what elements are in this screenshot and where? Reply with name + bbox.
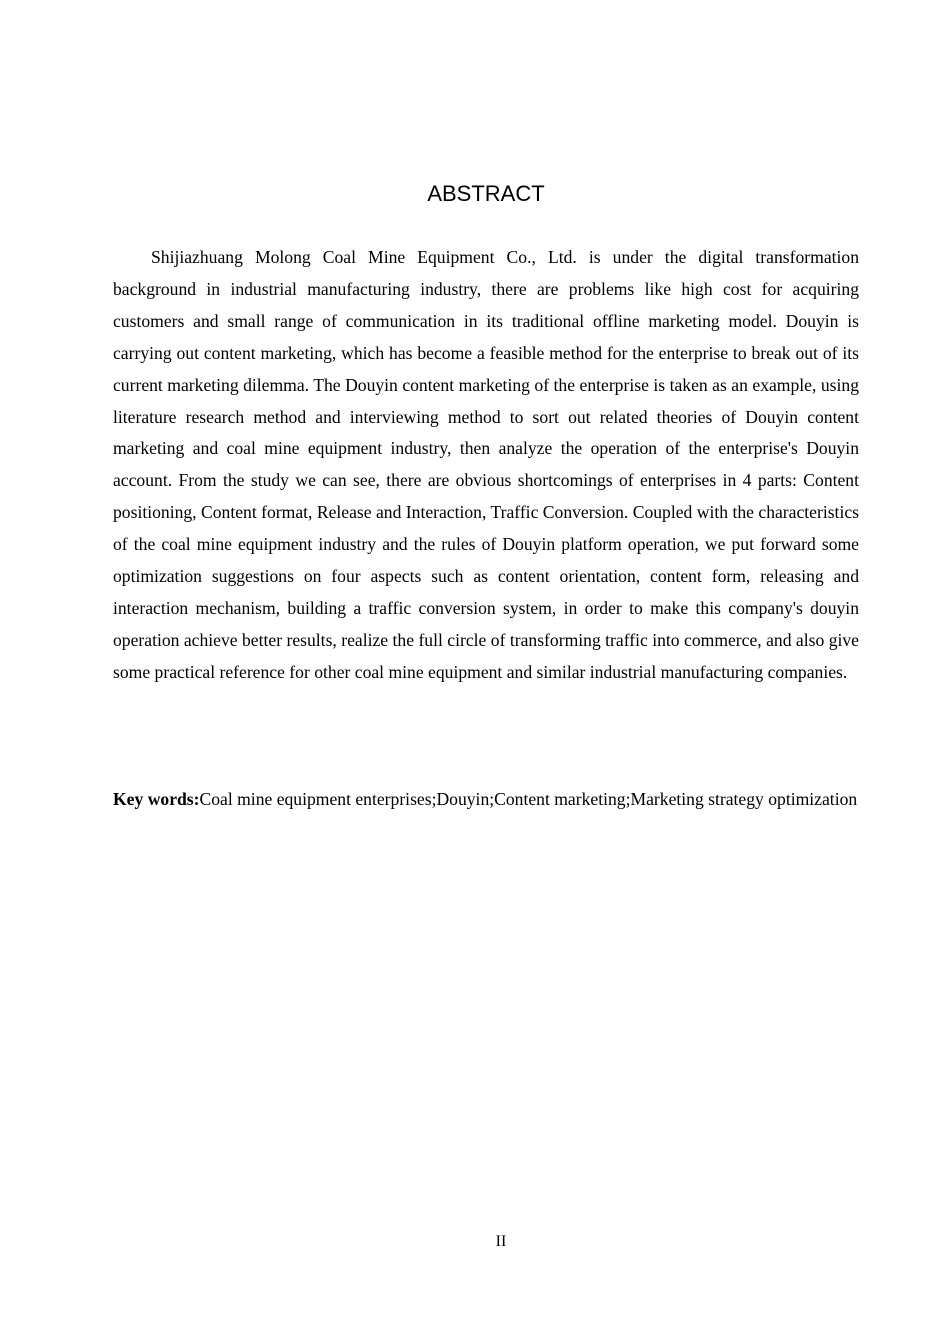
abstract-title: ABSTRACT — [427, 181, 545, 206]
keywords-label: Key words: — [113, 789, 200, 809]
abstract-body: Shijiazhuang Molong Coal Mine Equipment Co., Ltd. is under the digital transformation background in industrial manufacturing industry, there are problems like high cost for acquiring customers and small range of communication in its traditional offline marketing model. Douyin is carrying out content marketing, which has become a feasible method for the enterprise to break out of its current marketing dilemma. The Douyin content marketing of the enterprise is taken as an example, using literature research method and interviewing method to sort out related theories of Douyin content marketing and coal mine equipment industry, then analyze the operation of the enterprise's Douyin account. From the study we can see, there are obvious shortcomings of enterprises in 4 parts: Content positioning, Content format, Release and Interaction, Traffic Conversion. Coupled with the characteristics of the coal mine equipment industry and the rules of Douyin platform operation, we put forward some optimization suggestions on four aspects such as content orientation, content form, releasing and interaction mechanism, building a traffic conversion system, in order to make this company's douyin operation achieve better results, realize the full circle of transforming traffic into commerce, and also give some practical reference for other coal mine equipment and similar industrial manufacturing companies. — [113, 247, 859, 682]
keywords-text: Coal mine equipment enterprises;Douyin;Content marketing;Marketing strategy optimization — [199, 789, 858, 809]
keywords-paragraph — [113, 784, 859, 816]
page-number: II — [495, 1233, 507, 1250]
